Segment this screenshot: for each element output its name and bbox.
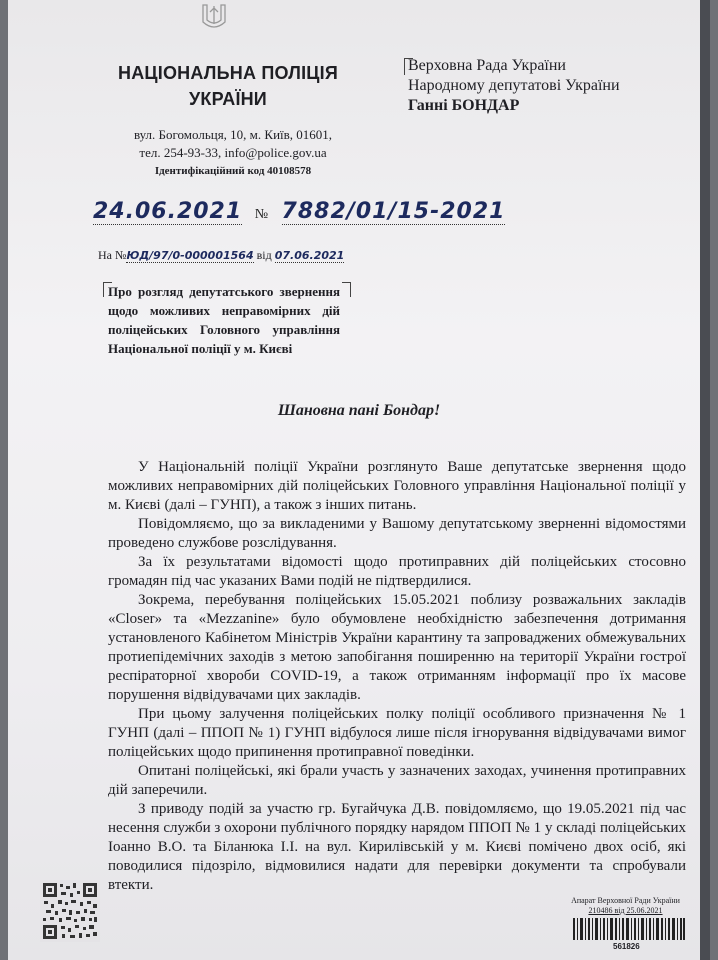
number-sign: № bbox=[254, 207, 270, 222]
org-name-line2: УКРАЇНИ bbox=[189, 89, 267, 109]
paragraph: Повідомляємо, що за викладеними у Вашому депутатському зверненні відомостями проведено службове розслідування. bbox=[108, 516, 686, 551]
sender-header bbox=[78, 60, 378, 112]
recipient-block bbox=[408, 56, 620, 116]
salutation: Шановна пані Бондар! bbox=[277, 402, 441, 419]
address-line2: тел. 254-93-33, info@police.gov.ua bbox=[139, 145, 327, 160]
ref-number: ЮД/97/0-000001564 bbox=[126, 249, 254, 262]
registration-stamp bbox=[568, 896, 683, 916]
paragraph: Опитані поліцейські, які брали участь у зазначених заходах, учинення протиправних дій заперечили. bbox=[108, 763, 686, 798]
stamp-line2: 210486 від 25.06.2021 bbox=[588, 906, 663, 915]
paragraph: З приводу подій за участю гр. Бугайчука Д.В. повідомляємо, що 19.05.2021 під час несення служби з охорони публічного порядку нарядом ППОП № 1 у складі поліцейських Іоанно В.О. та Біланюка І.І. на вул. Кирилівській у м. Києві помічено двох осіб, які поводилися підозріло, відмовилися надати для перевірки документи та спробували втекти. bbox=[108, 801, 686, 893]
letter-page bbox=[8, 0, 710, 960]
qr-code-icon bbox=[40, 880, 100, 942]
reference-line bbox=[98, 248, 344, 263]
ref-date-prefix: від bbox=[256, 248, 272, 262]
org-name-line1: НАЦІОНАЛЬНА ПОЛІЦІЯ bbox=[118, 63, 338, 83]
registration-number: 7882/01/15-2021 bbox=[281, 199, 506, 224]
recipient-line1: Верховна Рада України bbox=[408, 57, 566, 74]
sender-address bbox=[118, 126, 348, 180]
paragraph: У Національній поліції України розглянуто Ваше депутатське звернення щодо можливих неправомірних дій поліцейських Головного управління Національної поліції у м. Києві (далі – ГУНП), а також з інших питань. bbox=[108, 459, 686, 513]
subject-bracket-right bbox=[342, 282, 351, 297]
barcode-number: 561826 bbox=[613, 942, 640, 951]
id-code: Ідентифікаційний код 40108578 bbox=[154, 165, 312, 177]
barcode-icon bbox=[573, 918, 685, 940]
address-line1: вул. Богомольця, 10, м. Київ, 01601, bbox=[133, 127, 333, 142]
recipient-line2: Народному депутатові України bbox=[408, 77, 620, 94]
paragraph: При цьому залучення поліцейських полку поліції особливого призначення № 1 ГУНП (далі – ППОП № 1) ГУНП відбулося лише після ігнорування відвідувачами вимог поліцейських щодо припинення протиправної поведінки. bbox=[108, 706, 686, 760]
letter-body bbox=[108, 458, 686, 895]
ref-prefix: На № bbox=[98, 248, 127, 262]
recipient-line3: Ганні БОНДАР bbox=[408, 97, 520, 114]
subject: Про розгляд депутатського звернення щодо можливих неправомірних дій поліцейських Головного управління Національної поліції у м. Києві bbox=[108, 284, 340, 356]
ref-date: 07.06.2021 bbox=[274, 249, 345, 262]
registration-line bbox=[93, 198, 505, 224]
paragraph: Зокрема, перебування поліцейських 15.05.2021 поблизу розважальних закладів «Closer» та «Mezzanine» було обумовлене необхідністю забезпечення дотримання установленого Кабінетом Міністрів України карантину та запроваджених обмежувальних протиепідемічних заходів з метою запобігання поширенню на території України гострої респіраторної хвороби COVID-19, а також отриманням інформації про їх масове порушення відвідувачами цих закладів. bbox=[108, 592, 686, 703]
stamp-line1: Апарат Верховної Ради України bbox=[571, 896, 680, 905]
page-edge-shadow bbox=[700, 0, 710, 960]
trident-emblem-icon bbox=[199, 2, 229, 30]
paragraph: За їх результатами відомості щодо протиправних дій поліцейських стосовно громадян під час указаних Вами подій не підтвердилися. bbox=[108, 554, 686, 589]
registration-date: 24.06.2021 bbox=[93, 199, 243, 224]
